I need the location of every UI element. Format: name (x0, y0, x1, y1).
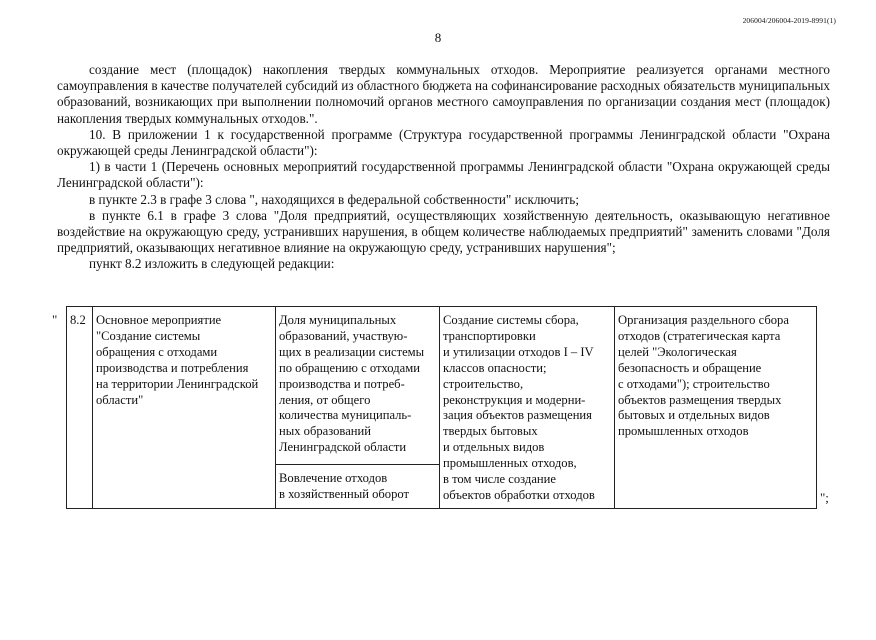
activities-cell: Организация раздельного сбора отходов (стратегическая карта целей "Экологическая безопасность и обращение с отходами"); строительство объектов размещения твердых бытовых и отдельных видов промышленных отходов (615, 307, 817, 509)
paragraph-point-8-2: пункт 8.2 изложить в следующей редакции: (89, 256, 335, 272)
paragraph-point-6-1: в пункте 6.1 в графе 3 слова "Доля предприятий, осуществляющих хозяйственную деятельность, оказывающую негативное воздействие на окружающую среду, устранивших нарушения, в общем количестве наблюдаемых предприятий" заменить словами "Доля предприятий, оказывающих негативное влияние на окружающую среду, устранивших нарушения"; (57, 207, 830, 256)
page-number: 8 (434, 30, 442, 45)
amendment-table (66, 306, 817, 509)
document-body (57, 62, 830, 273)
indicator-cell-2: Вовлечение отходов в хозяйственный оборот (276, 464, 440, 508)
indicator-cell-1: Доля муниципальных образований, участвую- щих в реализации системы по обращению с отходами производства и потреб- ления, от общего количества муниципаль- ных образований Ленинградской области (276, 307, 440, 465)
document-code: 206004/206004-2019-8991(1) (742, 16, 836, 25)
measure-cell: Основное мероприятие "Создание системы обращения с отходами производства и потребления на территории Ленинградской области" (93, 307, 276, 509)
paragraph-item-10: 10. В приложении 1 к государственной программе (Структура государственной программы Ленинградской области "Охрана окружающей среды Ленинградской области"): (57, 126, 830, 159)
paragraph-continuation: создание мест (площадок) накопления твердых коммунальных отходов. Мероприятие реализуется органами местного самоуправления в качестве получателей субсидий из областного бюджета на софинансирование расходных обязательств муниципальных образований, возникающих при выполнении полномочий органов местного самоуправления по организации создания мест (площадок) накопления твердых коммунальных отходов.". (57, 62, 830, 126)
paragraph-part-1: 1) в части 1 (Перечень основных мероприятий государственной программы Ленинградской области "Охрана окружающей среды Ленинградской области"): (57, 159, 830, 191)
result-cell: Создание системы сбора, транспортировки и утилизации отходов I – IV классов опасности; строительство, реконструкция и модерни- зация объектов размещения твердых бытовых и отдельных видов промышленных отходов, в том числе создание объектов обработки отходов (440, 307, 615, 509)
row-number-cell: 8.2 (67, 307, 93, 509)
table-row (67, 307, 817, 465)
opening-quote: " (52, 312, 58, 327)
closing-quote: "; (820, 490, 829, 505)
paragraph-point-2-3: в пункте 2.3 в графе 3 слова ", находящихся в федеральной собственности" исключить; (89, 191, 579, 207)
